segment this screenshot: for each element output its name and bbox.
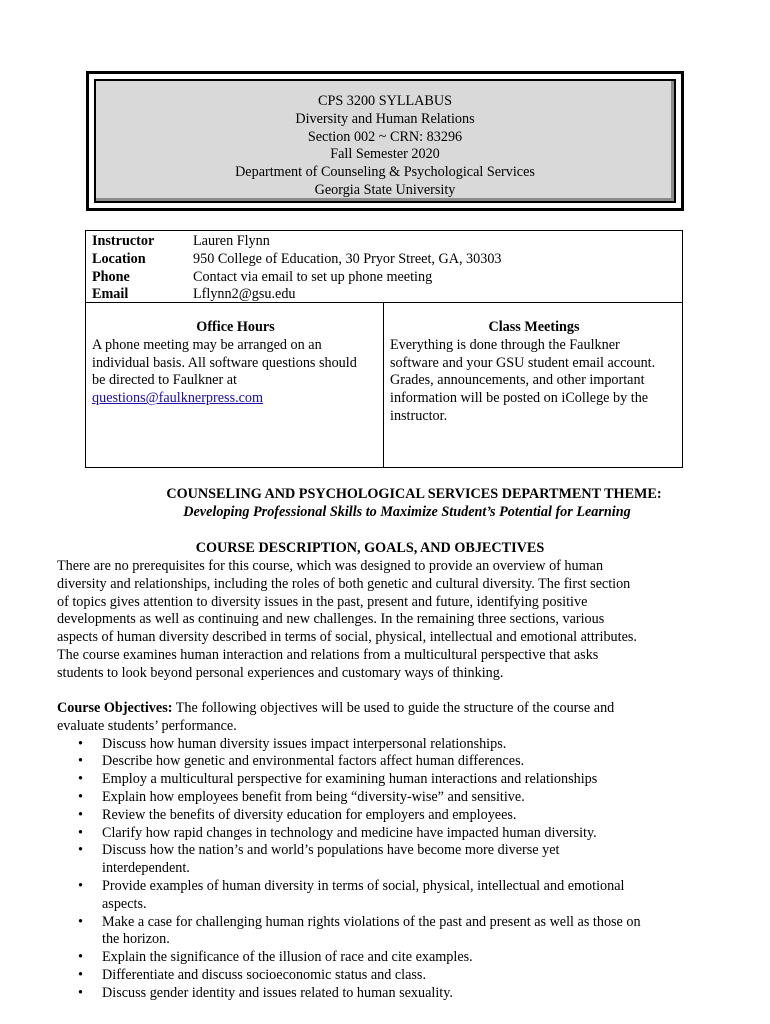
department-theme bbox=[0, 486, 770, 522]
info-label: Phone bbox=[92, 268, 130, 285]
objective-item bbox=[57, 753, 697, 771]
objective-text: Provide examples of human diversity in terms of social, physical, intellectual and emotional bbox=[102, 877, 625, 894]
class-meetings-text: Grades, announcements, and other important bbox=[390, 372, 645, 389]
office-hours-cell bbox=[86, 303, 384, 467]
class-meetings-text: Everything is done through the Faulkner bbox=[390, 336, 620, 353]
class-meetings-text: information will be posted on iCollege by the bbox=[390, 390, 649, 407]
objective-text: Describe how genetic and environmental factors affect human differences. bbox=[102, 753, 525, 770]
objective-text: interdependent. bbox=[102, 860, 190, 877]
faulkner-email-link[interactable]: questions@faulknerpress.com bbox=[92, 390, 264, 407]
bullet-icon: • bbox=[78, 913, 83, 930]
course-section: Section 002 ~ CRN: 83296 bbox=[307, 128, 463, 145]
info-row-email bbox=[92, 286, 682, 304]
description-line: There are no prerequisites for this course, which was designed to provide an overview of human bbox=[57, 558, 604, 574]
course-description-title bbox=[0, 540, 770, 558]
objective-text: Review the benefits of diversity education for employers and employees. bbox=[102, 806, 517, 823]
info-row-location bbox=[92, 251, 682, 269]
info-value: Contact via email to set up phone meeting bbox=[193, 268, 433, 285]
objective-item bbox=[57, 789, 697, 807]
objective-item bbox=[57, 878, 697, 914]
objective-item bbox=[57, 842, 697, 878]
bullet-icon: • bbox=[78, 949, 83, 966]
bullet-icon: • bbox=[78, 966, 83, 983]
bullet-icon: • bbox=[78, 753, 83, 770]
description-line: developments as well as continuing and new challenges. In the remaining three sections, various bbox=[57, 611, 605, 628]
course-objectives bbox=[57, 700, 697, 1003]
objective-text: Differentiate and discuss socioeconomic status and class. bbox=[102, 966, 426, 983]
info-label: Email bbox=[92, 286, 129, 303]
objective-item bbox=[57, 985, 697, 1003]
objective-text: Discuss how human diversity issues impact interpersonal relationships. bbox=[102, 735, 507, 752]
course-title: CPS 3200 SYLLABUS bbox=[317, 93, 453, 109]
objective-text: Employ a multicultural perspective for examining human interactions and relationships bbox=[102, 771, 598, 788]
objective-text: Clarify how rapid changes in technology and medicine have impacted human diversity. bbox=[102, 824, 597, 841]
objectives-intro-text: The following objectives will be used to guide the structure of the course and bbox=[172, 700, 615, 716]
office-hours-title: Office Hours bbox=[196, 319, 275, 335]
course-description bbox=[57, 558, 697, 683]
description-line: aspects of human diversity described in terms of social, physical, intellectual and emotional attributes. bbox=[57, 629, 637, 646]
objective-item bbox=[57, 736, 697, 754]
course-name: Diversity and Human Relations bbox=[295, 110, 475, 127]
description-line: diversity and relationships, including the roles of both genetic and cultural diversity. The first section bbox=[57, 575, 631, 592]
instructor-info-table bbox=[85, 230, 683, 468]
objective-item bbox=[57, 771, 697, 789]
bullet-icon: • bbox=[78, 771, 83, 788]
info-label: Location bbox=[92, 250, 146, 267]
description-line: students to look beyond personal experiences and customary ways of thinking. bbox=[57, 664, 504, 681]
objectives-intro-line2: evaluate students’ performance. bbox=[57, 717, 237, 734]
course-university: Georgia State University bbox=[314, 181, 456, 198]
info-row-phone bbox=[92, 269, 682, 287]
objective-item bbox=[57, 914, 697, 950]
info-value: Lauren Flynn bbox=[193, 233, 270, 249]
theme-heading: COUNSELING AND PSYCHOLOGICAL SERVICES DEPARTMENT THEME: bbox=[166, 486, 662, 502]
info-label: Instructor bbox=[92, 233, 155, 249]
objective-text: Explain how employees benefit from being “diversity-wise” and sensitive. bbox=[102, 788, 525, 805]
course-description-title-text: COURSE DESCRIPTION, GOALS, AND OBJECTIVES bbox=[195, 540, 545, 556]
bullet-icon: • bbox=[78, 735, 83, 752]
syllabus-header-box bbox=[86, 71, 684, 211]
objectives-intro bbox=[57, 700, 697, 718]
bullet-icon: • bbox=[78, 788, 83, 805]
office-hours-text: be directed to Faulkner at bbox=[92, 372, 237, 389]
objectives-list bbox=[57, 736, 697, 1003]
objective-text: Make a case for challenging human rights violations of the past and present as well as those on bbox=[102, 913, 641, 930]
objective-item bbox=[57, 825, 697, 843]
objective-text: the horizon. bbox=[102, 931, 170, 948]
bullet-icon: • bbox=[78, 842, 83, 859]
description-line: The course examines human interaction and relations from a multicultural perspective that asks bbox=[57, 646, 599, 663]
meeting-info bbox=[86, 303, 682, 467]
class-meetings-text: software and your GSU student email account. bbox=[390, 354, 656, 371]
syllabus-header-inner bbox=[94, 79, 676, 203]
info-value: Lflynn2@gsu.edu bbox=[193, 286, 296, 303]
class-meetings-title: Class Meetings bbox=[488, 319, 580, 335]
objective-item bbox=[57, 967, 697, 985]
bullet-icon: • bbox=[78, 877, 83, 894]
instructor-details bbox=[86, 231, 682, 303]
class-meetings-text: instructor. bbox=[390, 407, 448, 424]
description-line: of topics gives attention to diversity issues in the past, present and future, identifying positive bbox=[57, 593, 588, 610]
info-row-instructor bbox=[92, 233, 682, 251]
theme-subheading: Developing Professional Skills to Maximize Student’s Potential for Learning bbox=[183, 503, 631, 520]
objective-text: Explain the significance of the illusion of race and cite examples. bbox=[102, 949, 473, 966]
objectives-label: Course Objectives: bbox=[57, 700, 173, 716]
objective-item bbox=[57, 807, 697, 825]
bullet-icon: • bbox=[78, 824, 83, 841]
objective-text: Discuss how the nation’s and world’s populations have become more diverse yet bbox=[102, 842, 560, 859]
info-value: 950 College of Education, 30 Pryor Street, GA, 30303 bbox=[193, 250, 502, 267]
objective-item bbox=[57, 949, 697, 967]
bullet-icon: • bbox=[78, 806, 83, 823]
office-hours-text: individual basis. All software questions should bbox=[92, 354, 357, 371]
bullet-icon: • bbox=[78, 984, 83, 1001]
objective-text: Discuss gender identity and issues related to human sexuality. bbox=[102, 984, 453, 1001]
course-semester: Fall Semester 2020 bbox=[330, 146, 440, 163]
objective-text: aspects. bbox=[102, 895, 147, 912]
class-meetings-cell bbox=[384, 303, 682, 467]
course-department: Department of Counseling & Psychological Services bbox=[235, 164, 535, 181]
office-hours-text: A phone meeting may be arranged on an bbox=[92, 336, 322, 353]
